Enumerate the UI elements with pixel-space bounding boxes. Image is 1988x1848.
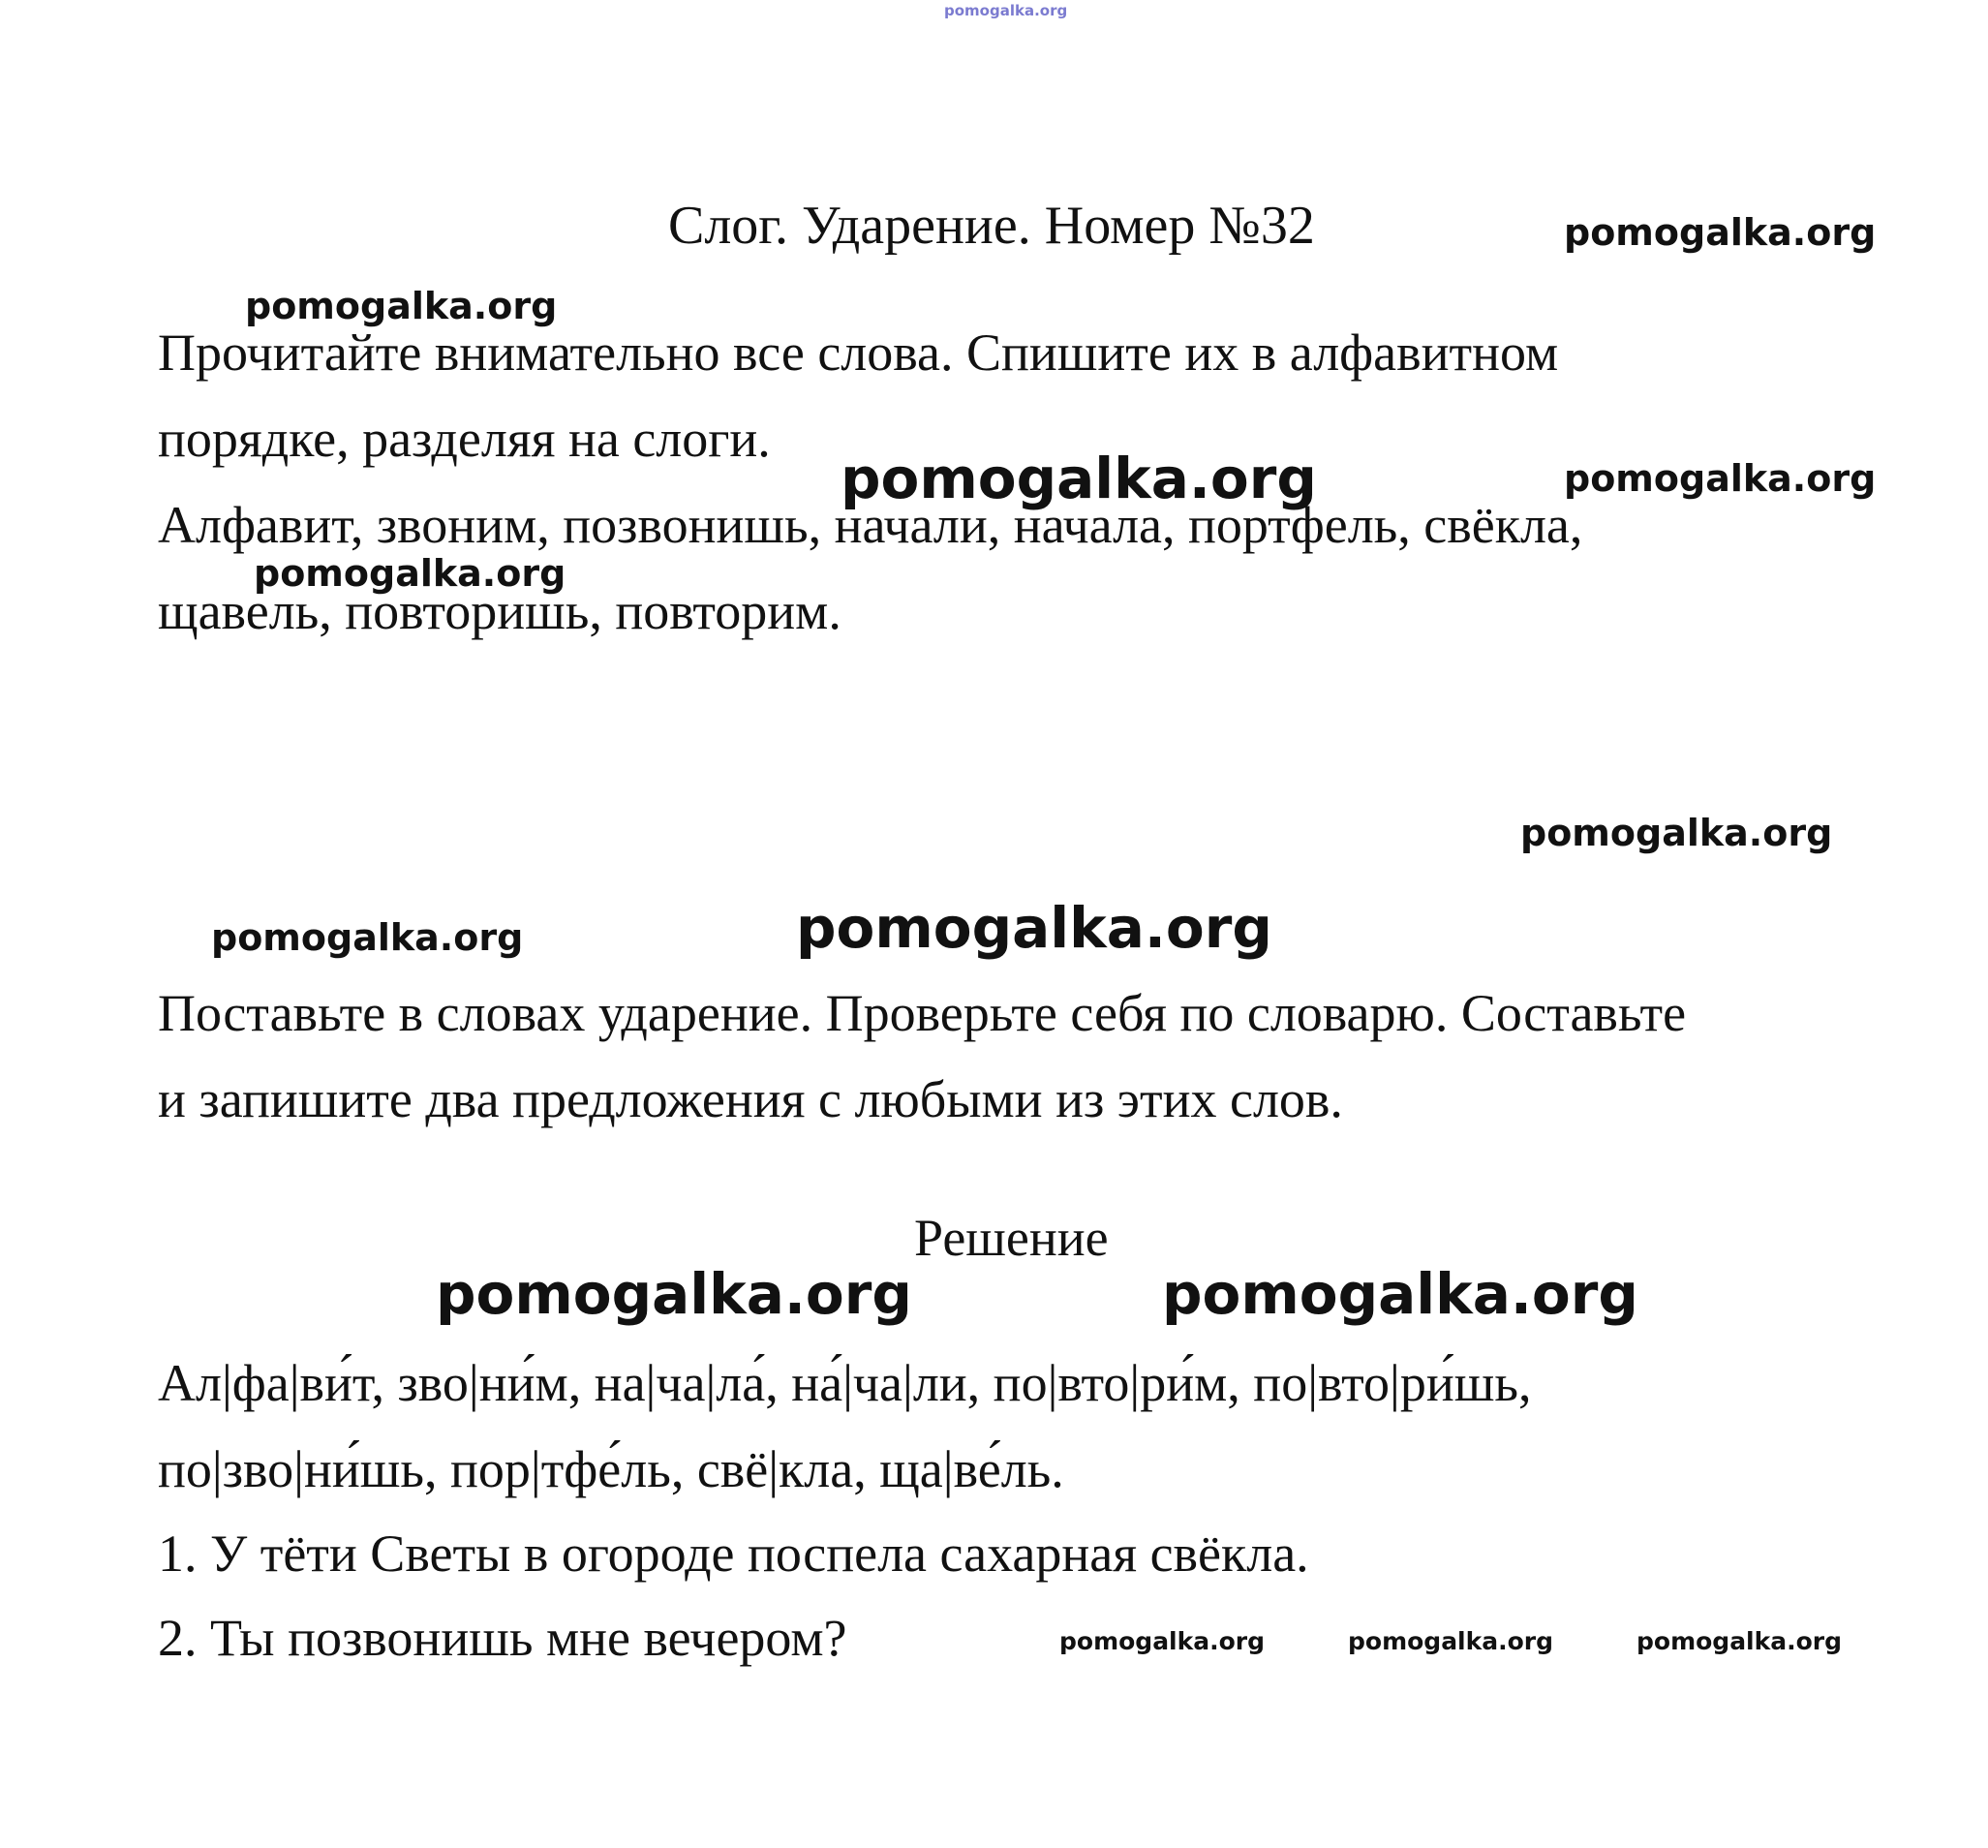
watermark: pomogalka.org (1348, 1627, 1554, 1655)
watermark: pomogalka.org (1636, 1627, 1843, 1655)
task2-line2: и запишите два предложения с любыми из этих слов. (158, 1070, 1343, 1128)
watermark: pomogalka.org (254, 552, 566, 595)
watermark: pomogalka.org (1564, 457, 1877, 500)
solution-sentence1: 1. У тёти Светы в огороде поспела сахарная свёкла. (158, 1525, 1309, 1583)
page-title: Слог. Ударение. Номер №32 (668, 196, 1315, 256)
watermark: pomogalka.org (1520, 812, 1833, 854)
watermark: pomogalka.org (1059, 1627, 1266, 1655)
solution-heading: Решение (914, 1209, 1109, 1267)
task2-line1: Поставьте в словах ударение. Проверьте себя по словарю. Составьте (158, 984, 1687, 1042)
task1-line3: Алфавит, звоним, позвонишь, начали, начала, портфель, свёкла, (158, 496, 1583, 554)
solution-sentence2: 2. Ты позвонишь мне вечером? (158, 1609, 847, 1667)
task1-line2: порядке, разделяя на слоги. (158, 410, 771, 468)
solution-line2: по|зво|ни́шь, пор|тфе́ль, свё|кла, ща|ве́ль. (158, 1440, 1064, 1498)
top-watermark: pomogalka.org (944, 2, 1068, 19)
watermark: pomogalka.org (211, 916, 524, 959)
watermark: pomogalka.org (245, 285, 558, 327)
watermark: pomogalka.org (796, 895, 1272, 961)
watermark: pomogalka.org (841, 446, 1317, 511)
watermark: pomogalka.org (1162, 1261, 1638, 1327)
task1-line1: Прочитайте внимательно все слова. Спишите их в алфавитном (158, 323, 1559, 382)
solution-line1: Ал|фа|ви́т, зво|ни́м, на|ча|ла́, на́|ча|ли, по|вто|ри́м, по|вто|ри́шь, (158, 1354, 1532, 1412)
task1-line4: щавель, повторишь, повторим. (158, 582, 841, 640)
watermark: pomogalka.org (436, 1261, 912, 1327)
watermark: pomogalka.org (1564, 211, 1877, 254)
